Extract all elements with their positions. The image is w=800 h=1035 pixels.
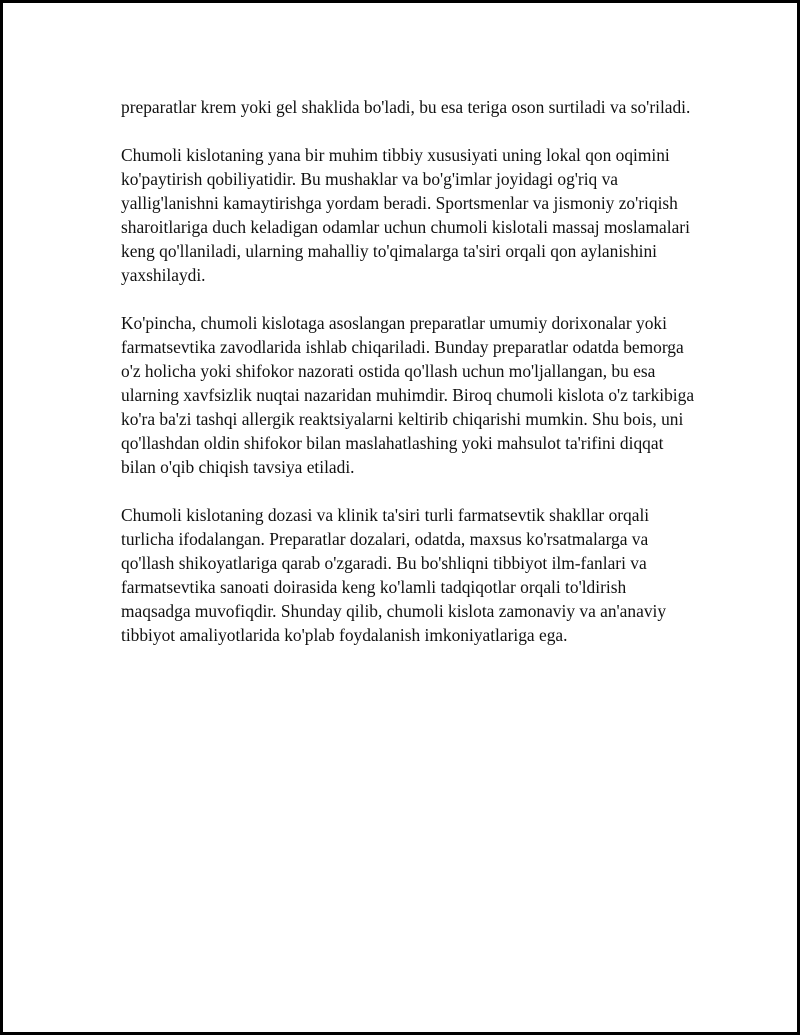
paragraph-1: preparatlar krem yoki gel shaklida bo'ladi, bu esa teriga oson surtiladi va so'riladi. (121, 97, 691, 117)
document-body (121, 95, 695, 671)
paragraph-2: Chumoli kislotaning yana bir muhim tibbiy xususiyati uning lokal qon oqimini ko'paytirish qobiliyatidir. Bu mushaklar va bo'g'imlar joyidagi og'riq va yallig'lanishni kamaytirishga yordam beradi. Sportsmenlar va jismoniy zo'riqish sharoitlariga duch keladigan odamlar uchun chumoli kislotali massaj moslamalari keng qo'llaniladi, ularning mahalliy to'qimalarga ta'siri orqali qon aylanishini yaxshilaydi. (121, 145, 690, 285)
paragraph-4: Chumoli kislotaning dozasi va klinik ta'siri turli farmatsevtik shakllar orqali turlicha ifodalangan. Preparatlar dozalari, odatda, maxsus ko'rsatmalarga va qo'llash shikoyatlariga qarab o'zgaradi. Bu bo'shliqni tibbiyot ilm-fanlari va farmatsevtika sanoati doirasida keng ko'lamli tadqiqotlar orqali to'ldirish maqsadga muvofiqdir. Shunday qilib, chumoli kislota zamonaviy va an'anaviy tibbiyot amaliyotlarida ko'plab foydalanish imkoniyatlariga ega. (121, 505, 667, 645)
paragraph-3: Ko'pincha, chumoli kislotaga asoslangan preparatlar umumiy dorixonalar yoki farmatsevtika zavodlarida ishlab chiqariladi. Bunday preparatlar odatda bemorga o'z holicha yoki shifokor nazorati ostida qo'llash uchun mo'ljallangan, bu esa ularning xavfsizlik nuqtai nazaridan muhimdir. Biroq chumoli kislota o'z tarkibiga ko'ra ba'zi tashqi allergik reaktsiyalarni keltirib chiqarishi mumkin. Shu bois, uni qo'llashdan oldin shifokor bilan maslahatlashing yoki mahsulot ta'rifini diqqat bilan o'qib chiqish tavsiya etiladi. (121, 313, 695, 477)
